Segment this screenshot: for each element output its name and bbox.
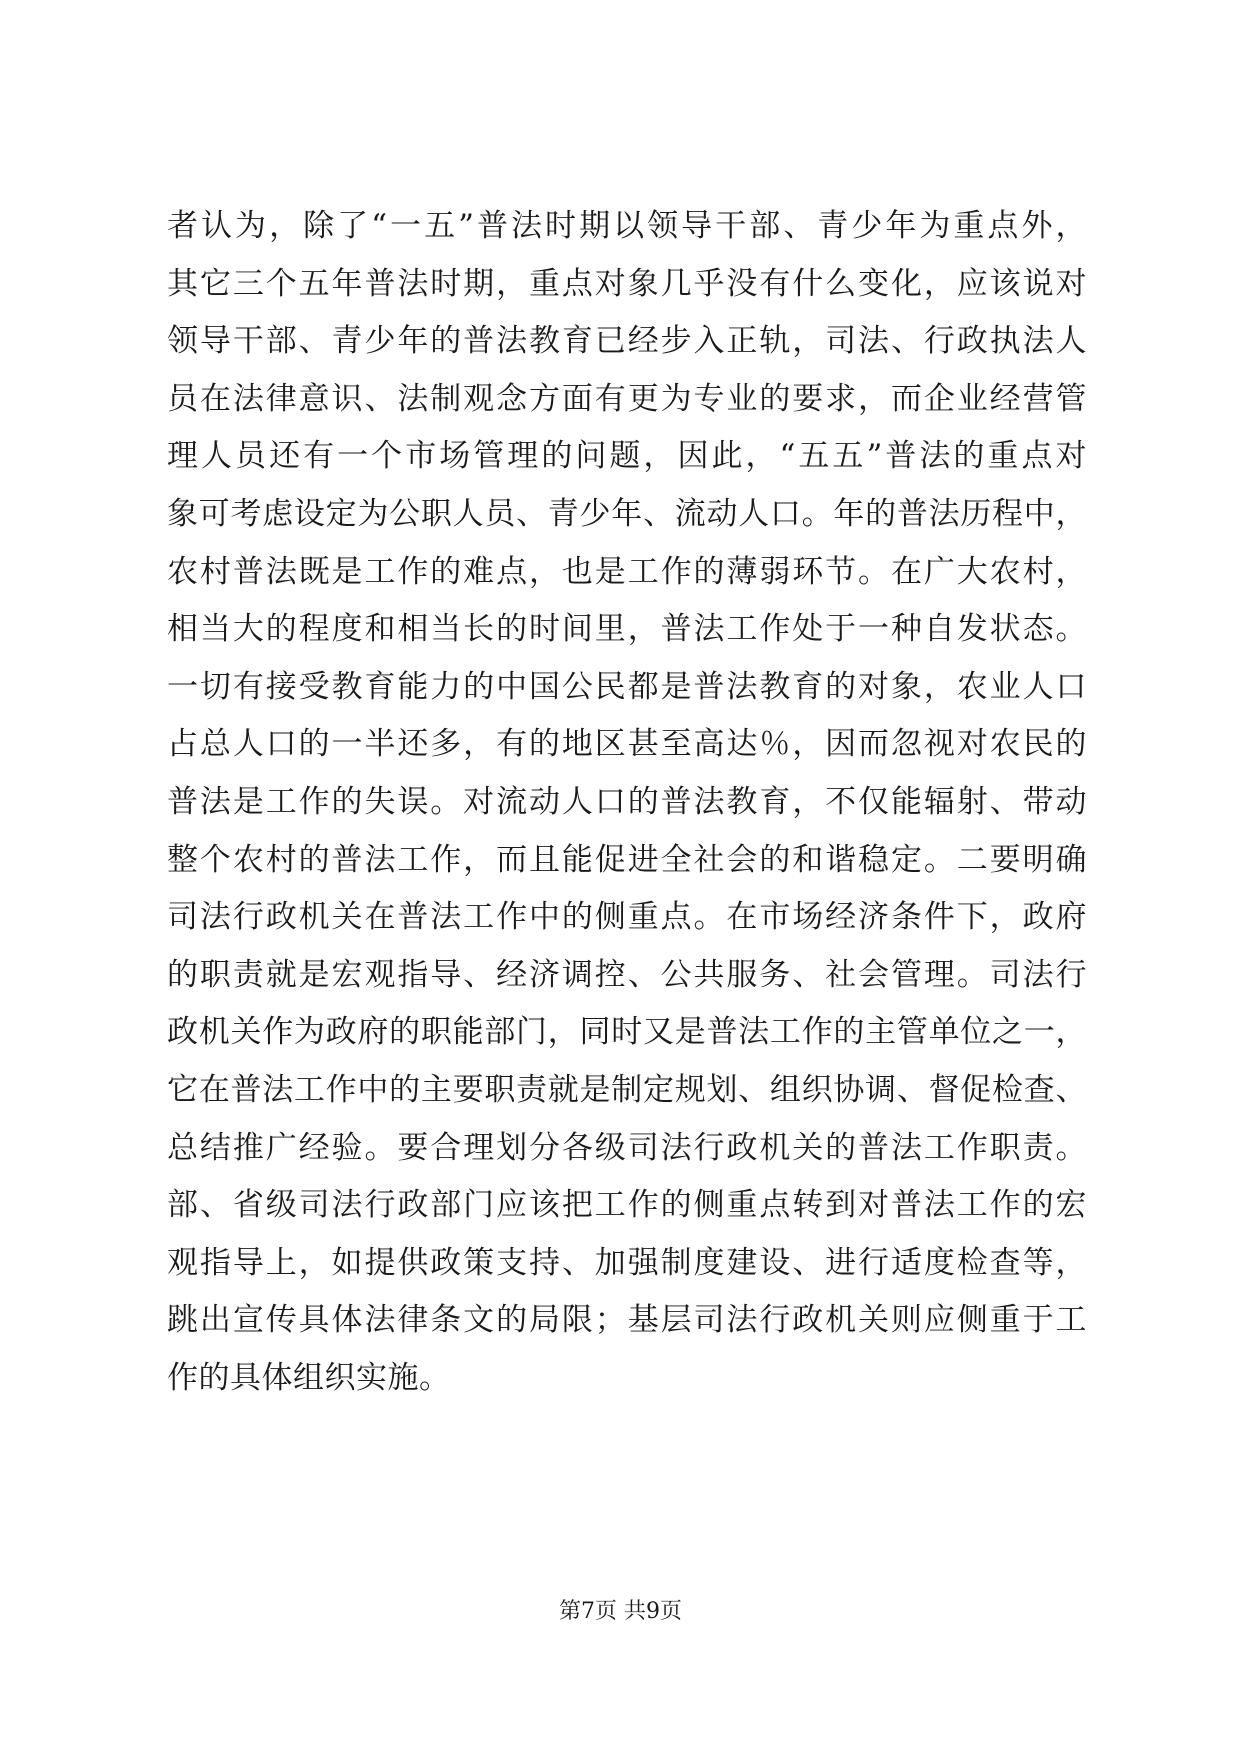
- body-text: [167, 198, 1087, 1407]
- text-line: 政机关作为政府的职能部门，同时又是普法工作的主管单位之一，: [167, 1014, 1087, 1051]
- text-line: 者认为，除了“一五”普法时期以领导干部、青少年为重点外，: [167, 208, 1087, 244]
- text-line: 占总人口的一半还多，有的地区甚至高达％，因而忽视对农民的: [167, 726, 1087, 763]
- text-line: 司法行政机关在普法工作中的侧重点。在市场经济条件下，政府: [167, 899, 1087, 936]
- text-line: 普法是工作的失误。对流动人口的普法教育，不仅能辐射、带动: [167, 783, 1087, 820]
- text-line: 作的具体组织实施。: [167, 1359, 451, 1396]
- page-number-footer: 第7页 共9页: [559, 1599, 682, 1624]
- text-line: 其它三个五年普法时期，重点对象几乎没有什么变化，应该说对: [167, 265, 1087, 302]
- text-line: 象可考虑设定为公职人员、青少年、流动人口。年的普法历程中，: [167, 495, 1087, 532]
- text-line: 理人员还有一个市场管理的问题，因此，“五五”普法的重点对: [167, 438, 1087, 475]
- text-line: 整个农村的普法工作，而且能促进全社会的和谐稳定。二要明确: [167, 841, 1087, 878]
- text-line: 观指导上，如提供政策支持、加强制度建设、进行适度检查等，: [167, 1244, 1087, 1281]
- text-line: 一切有接受教育能力的中国公民都是普法教育的对象，农业人口: [167, 668, 1087, 705]
- text-line: 它在普法工作中的主要职责就是制定规划、组织协调、督促检查、: [167, 1071, 1087, 1108]
- text-line: 的职责就是宏观指导、经济调控、公共服务、社会管理。司法行: [167, 956, 1087, 993]
- text-line: 跳出宣传具体法律条文的局限；基层司法行政机关则应侧重于工: [167, 1302, 1087, 1339]
- text-line: 员在法律意识、法制观念方面有更为专业的要求，而企业经营管: [167, 380, 1087, 417]
- text-line: 部、省级司法行政部门应该把工作的侧重点转到对普法工作的宏: [167, 1187, 1087, 1224]
- text-line: 总结推广经验。要合理划分各级司法行政机关的普法工作职责。: [167, 1129, 1087, 1166]
- text-line: 农村普法既是工作的难点，也是工作的薄弱环节。在广大农村，: [167, 553, 1087, 590]
- text-line: 相当大的程度和相当长的时间里，普法工作处于一种自发状态。: [167, 611, 1087, 648]
- text-line: 领导干部、青少年的普法教育已经步入正轨，司法、行政执法人: [167, 323, 1087, 360]
